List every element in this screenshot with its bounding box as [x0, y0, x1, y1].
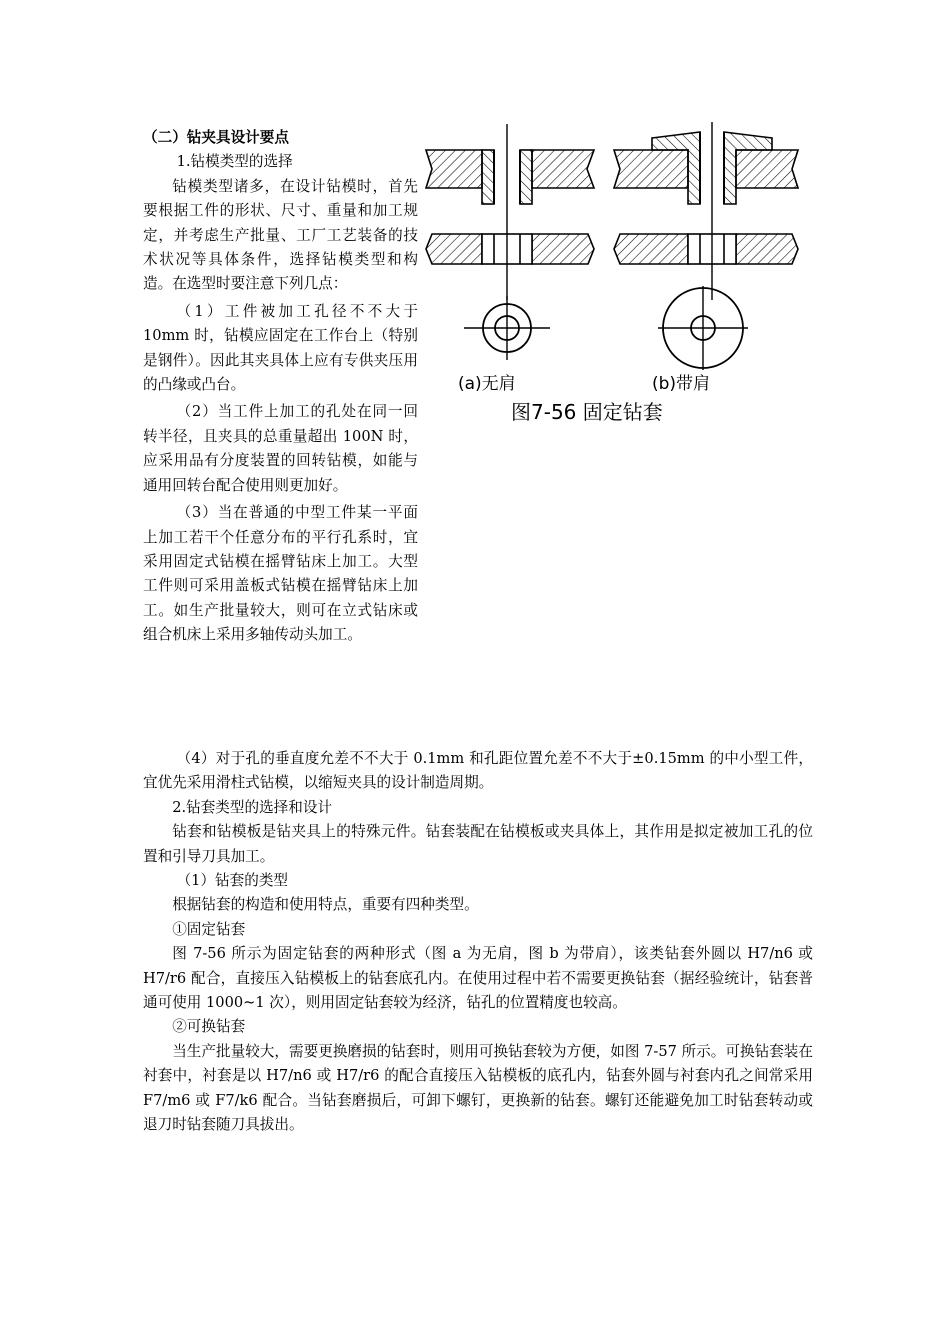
- list-item-3: （3）当在普通的中型工件某一平面上加工若干个任意分布的平行孔系时，宜采用固定式钻模在摇臂钻床上加工。大型工件则可采用盖板式钻模在摇臂钻床上加工。如生产批量较大，则可在立式钻床或组合机床上采用多轴传动头加工。: [143, 504, 418, 644]
- figure-label-b: (b)带肩: [652, 374, 711, 394]
- figure-7-56: [418, 118, 810, 428]
- left-column: [143, 126, 418, 648]
- main-body: [143, 747, 813, 1138]
- paragraph-fixed-bushing: 图 7-56 所示为固定钻套的两种形式（图 a 为无肩，图 b 为带肩），该类钻套外圆以 H7/n6 或 H7/r6 配合，直接压入钻模板上的钻套底孔内。在使用过程中若不需要更换钻套（据经验统计，钻套普通可使用 1000~1 次），则用固定钻套较为经济，钻孔的位置精度也较高。: [143, 945, 813, 1012]
- list-item-4: （4）对于孔的垂直度允差不不大于 0.1mm 和孔距位置允差不不大于±0.15mm 的中小型工件，宜优先采用滑柱式钻模，以缩短夹具的设计制造周期。: [143, 750, 813, 792]
- subheading-bushing-type: 2.钻套类型的选择和设计: [172, 798, 333, 816]
- paragraph-replaceable-bushing: 当生产批量较大，需要更换磨损的钻套时，则用可换钻套较为方便，如图 7-57 所示。可换钻套装在衬套中，衬套是以 H7/n6 或 H7/r6 的配合直接压入钻模板的底孔内，钻套外圆与衬套内孔之间常采用 F7/m6 或 F7/k6 配合。当钻套磨损后，可卸下螺钉，更换新的钻套。螺钉还能避免加工时钻套转动或退刀时钻套随刀具拔出。: [143, 1042, 813, 1134]
- list-item-2: （2）当工件上加工的孔处在同一回转半径，且夹具的总重量超出 100N 时，应采用品有分度装置的回转钻模，如能与通用回转台配合使用则更加好。: [143, 403, 418, 494]
- figure-label-a: (a)无肩: [458, 374, 516, 394]
- paragraph-four-types: 根据钻套的构造和使用特点，重要有四种类型。: [172, 896, 479, 914]
- subheading-fixed-bushing: ①固定钻套: [172, 920, 246, 938]
- figure-caption: 图7-56 固定钻套: [511, 400, 663, 424]
- subheading-bushing-kinds: （1）钻套的类型: [176, 872, 289, 890]
- bushing-b-section: [614, 122, 798, 370]
- paragraph-bushing-intro: 钻套和钻模板是钻夹具上的特殊元件。钻套装配在钻模板或夹具体上，其作用是拟定被加工孔的位置和引导刀具加工。: [143, 823, 813, 865]
- paragraph-intro: 钻模类型诸多，在设计钻模时，首先要根据工件的形状、尺寸、重量和加工规定，并考虑生产批量、工厂工艺装备的技术状况等具体条件，选择钻模类型和构造。在选型时要注意下列几点：: [143, 177, 418, 293]
- bushing-a-section: [426, 124, 594, 360]
- subheading-replaceable-bushing: ②可换钻套: [172, 1018, 246, 1036]
- list-item-1: （1）工件被加工孔径不不大于10mm 时，钻模应固定在工作台上（特别是钢件）。因此其夹具体上应有专供夹压用的凸缘或凸台。: [143, 302, 418, 394]
- section-heading: （二）钻夹具设计要点: [143, 129, 289, 146]
- subheading-drill-jig-type: 1.钻模类型的选择: [176, 153, 293, 171]
